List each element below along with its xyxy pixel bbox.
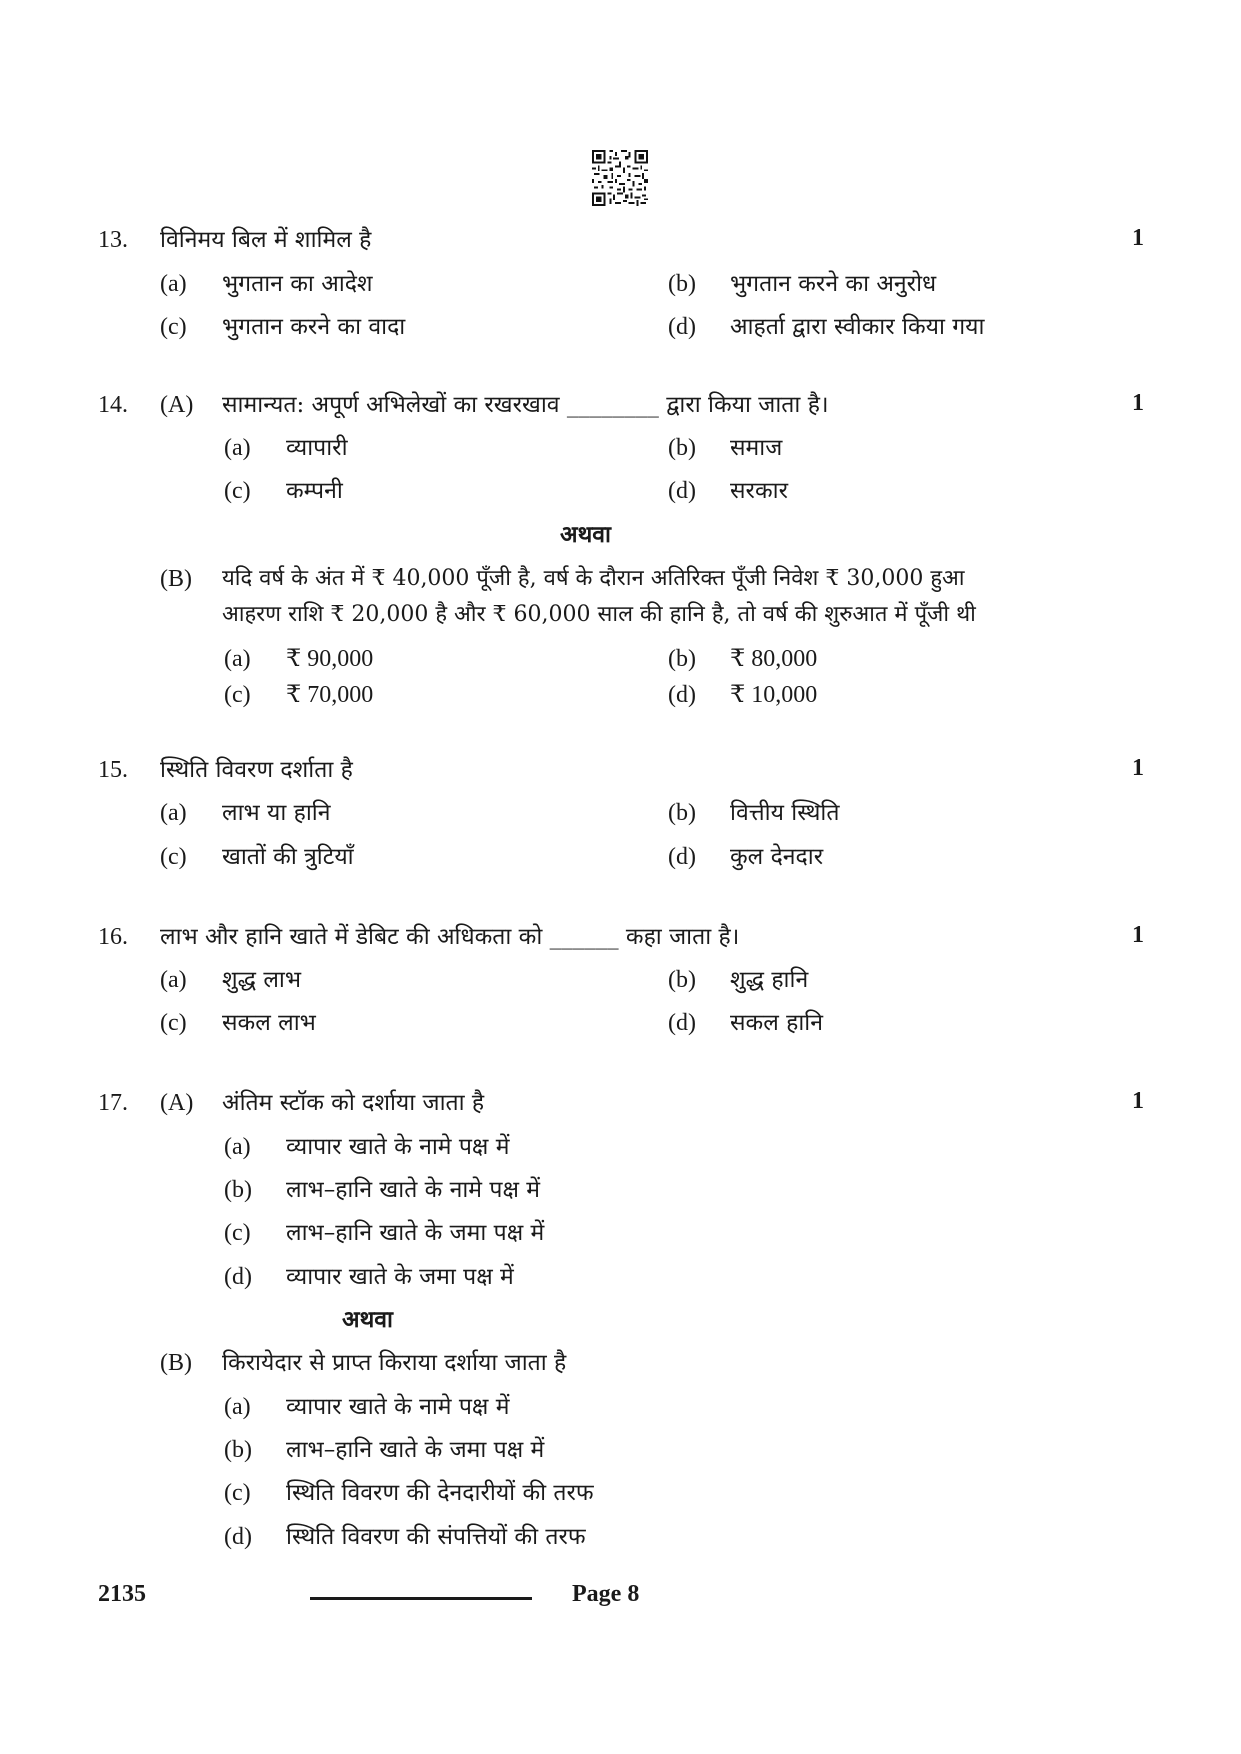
part-label: (B) xyxy=(160,566,192,592)
question-text: किरायेदार से प्राप्त किराया दर्शाया जाता है xyxy=(222,1350,567,1376)
marks-value: 1 xyxy=(1132,922,1144,948)
option-text: ₹ 90,000 xyxy=(286,646,374,672)
option-label: (b) xyxy=(668,800,696,826)
option-text: कम्पनी xyxy=(286,478,343,504)
option-label: (b) xyxy=(668,646,696,672)
marks-value: 1 xyxy=(1132,1088,1144,1114)
question-number: 13. xyxy=(98,227,128,253)
option-label: (b) xyxy=(668,435,696,461)
question-text: लाभ और हानि खाते में डेबिट की अधिकता को ______ कहा जाता है। xyxy=(160,924,740,950)
question-number: 15. xyxy=(98,757,128,783)
question-text: सामान्यत: अपूर्ण अभिलेखों का रखरखाव ________ द्वारा किया जाता है। xyxy=(222,392,829,418)
option-text: भुगतान करने का वादा xyxy=(222,314,406,340)
option-label: (a) xyxy=(224,1134,251,1160)
question-text-line2: आहरण राशि ₹ 20,000 है और ₹ 60,000 साल की हानि है, तो वर्ष की शुरुआत में पूँजी थी xyxy=(222,602,976,627)
option-text: लाभ–हानि खाते के जमा पक्ष में xyxy=(286,1437,545,1463)
marks-value: 1 xyxy=(1132,225,1144,251)
question-text: विनिमय बिल में शामिल है xyxy=(160,227,372,253)
option-label: (a) xyxy=(224,1394,251,1420)
option-label: (c) xyxy=(224,682,251,708)
question-number: 16. xyxy=(98,924,128,950)
part-label: (A) xyxy=(160,1090,194,1116)
option-text: व्यापार खाते के नामे पक्ष में xyxy=(286,1134,510,1160)
option-label: (d) xyxy=(668,844,696,870)
option-text: ₹ 70,000 xyxy=(286,682,374,708)
marks-value: 1 xyxy=(1132,390,1144,416)
marks-value: 1 xyxy=(1132,755,1144,781)
paper-code: 2135 xyxy=(98,1581,146,1607)
option-text: वित्तीय स्थिति xyxy=(730,800,840,826)
footer-divider xyxy=(310,1597,532,1600)
option-label: (c) xyxy=(224,1220,251,1246)
option-label: (d) xyxy=(668,682,696,708)
part-label: (B) xyxy=(160,1350,192,1376)
option-text: शुद्ध लाभ xyxy=(222,967,302,993)
or-separator: अथवा xyxy=(560,521,612,548)
question-text-line1: यदि वर्ष के अंत में ₹ 40,000 पूँजी है, वर्ष के दौरान अतिरिक्त पूँजी निवेश ₹ 30,000 हुआ xyxy=(222,566,965,591)
option-text: व्यापारी xyxy=(286,435,348,461)
qr-code-icon xyxy=(592,150,648,206)
option-label: (c) xyxy=(224,1480,251,1506)
question-text: स्थिति विवरण दर्शाता है xyxy=(160,757,353,783)
option-label: (d) xyxy=(668,1010,696,1036)
option-label: (a) xyxy=(160,967,187,993)
option-text: खातों की त्रुटियाँ xyxy=(222,844,354,870)
option-text: भुगतान करने का अनुरोध xyxy=(730,271,937,297)
option-text: शुद्ध हानि xyxy=(730,967,809,993)
option-text: लाभ–हानि खाते के नामे पक्ष में xyxy=(286,1177,540,1203)
question-text: अंतिम स्टॉक को दर्शाया जाता है xyxy=(222,1090,485,1116)
option-text: ₹ 80,000 xyxy=(730,646,818,672)
option-label: (c) xyxy=(160,1010,187,1036)
option-label: (b) xyxy=(668,967,696,993)
option-label: (c) xyxy=(160,314,187,340)
option-label: (b) xyxy=(668,271,696,297)
option-text: स्थिति विवरण की देनदारीयों की तरफ xyxy=(286,1480,594,1506)
option-text: समाज xyxy=(730,435,783,461)
option-text: व्यापार खाते के जमा पक्ष में xyxy=(286,1264,514,1290)
option-label: (b) xyxy=(224,1437,252,1463)
option-label: (d) xyxy=(668,314,696,340)
page-number: Page 8 xyxy=(572,1581,640,1607)
option-text: व्यापार खाते के नामे पक्ष में xyxy=(286,1394,510,1420)
option-text: भुगतान का आदेश xyxy=(222,271,373,297)
question-number: 14. xyxy=(98,392,128,418)
option-label: (d) xyxy=(224,1524,252,1550)
option-label: (a) xyxy=(224,435,251,461)
option-label: (a) xyxy=(224,646,251,672)
option-label: (d) xyxy=(224,1264,252,1290)
option-label: (c) xyxy=(160,844,187,870)
option-text: आहर्ता द्वारा स्वीकार किया गया xyxy=(730,314,985,340)
option-label: (a) xyxy=(160,800,187,826)
option-text: कुल देनदार xyxy=(730,844,824,870)
option-text: लाभ या हानि xyxy=(222,800,331,826)
option-text: सकल हानि xyxy=(730,1010,824,1036)
option-label: (b) xyxy=(224,1177,252,1203)
option-text: सकल लाभ xyxy=(222,1010,316,1036)
option-text: ₹ 10,000 xyxy=(730,682,818,708)
option-text: स्थिति विवरण की संपत्तियों की तरफ xyxy=(286,1524,586,1550)
option-label: (c) xyxy=(224,478,251,504)
option-label: (a) xyxy=(160,271,187,297)
part-label: (A) xyxy=(160,392,194,418)
option-label: (d) xyxy=(668,478,696,504)
option-text: सरकार xyxy=(730,478,788,504)
or-separator: अथवा xyxy=(342,1306,394,1333)
option-text: लाभ–हानि खाते के जमा पक्ष में xyxy=(286,1220,545,1246)
question-number: 17. xyxy=(98,1090,128,1116)
